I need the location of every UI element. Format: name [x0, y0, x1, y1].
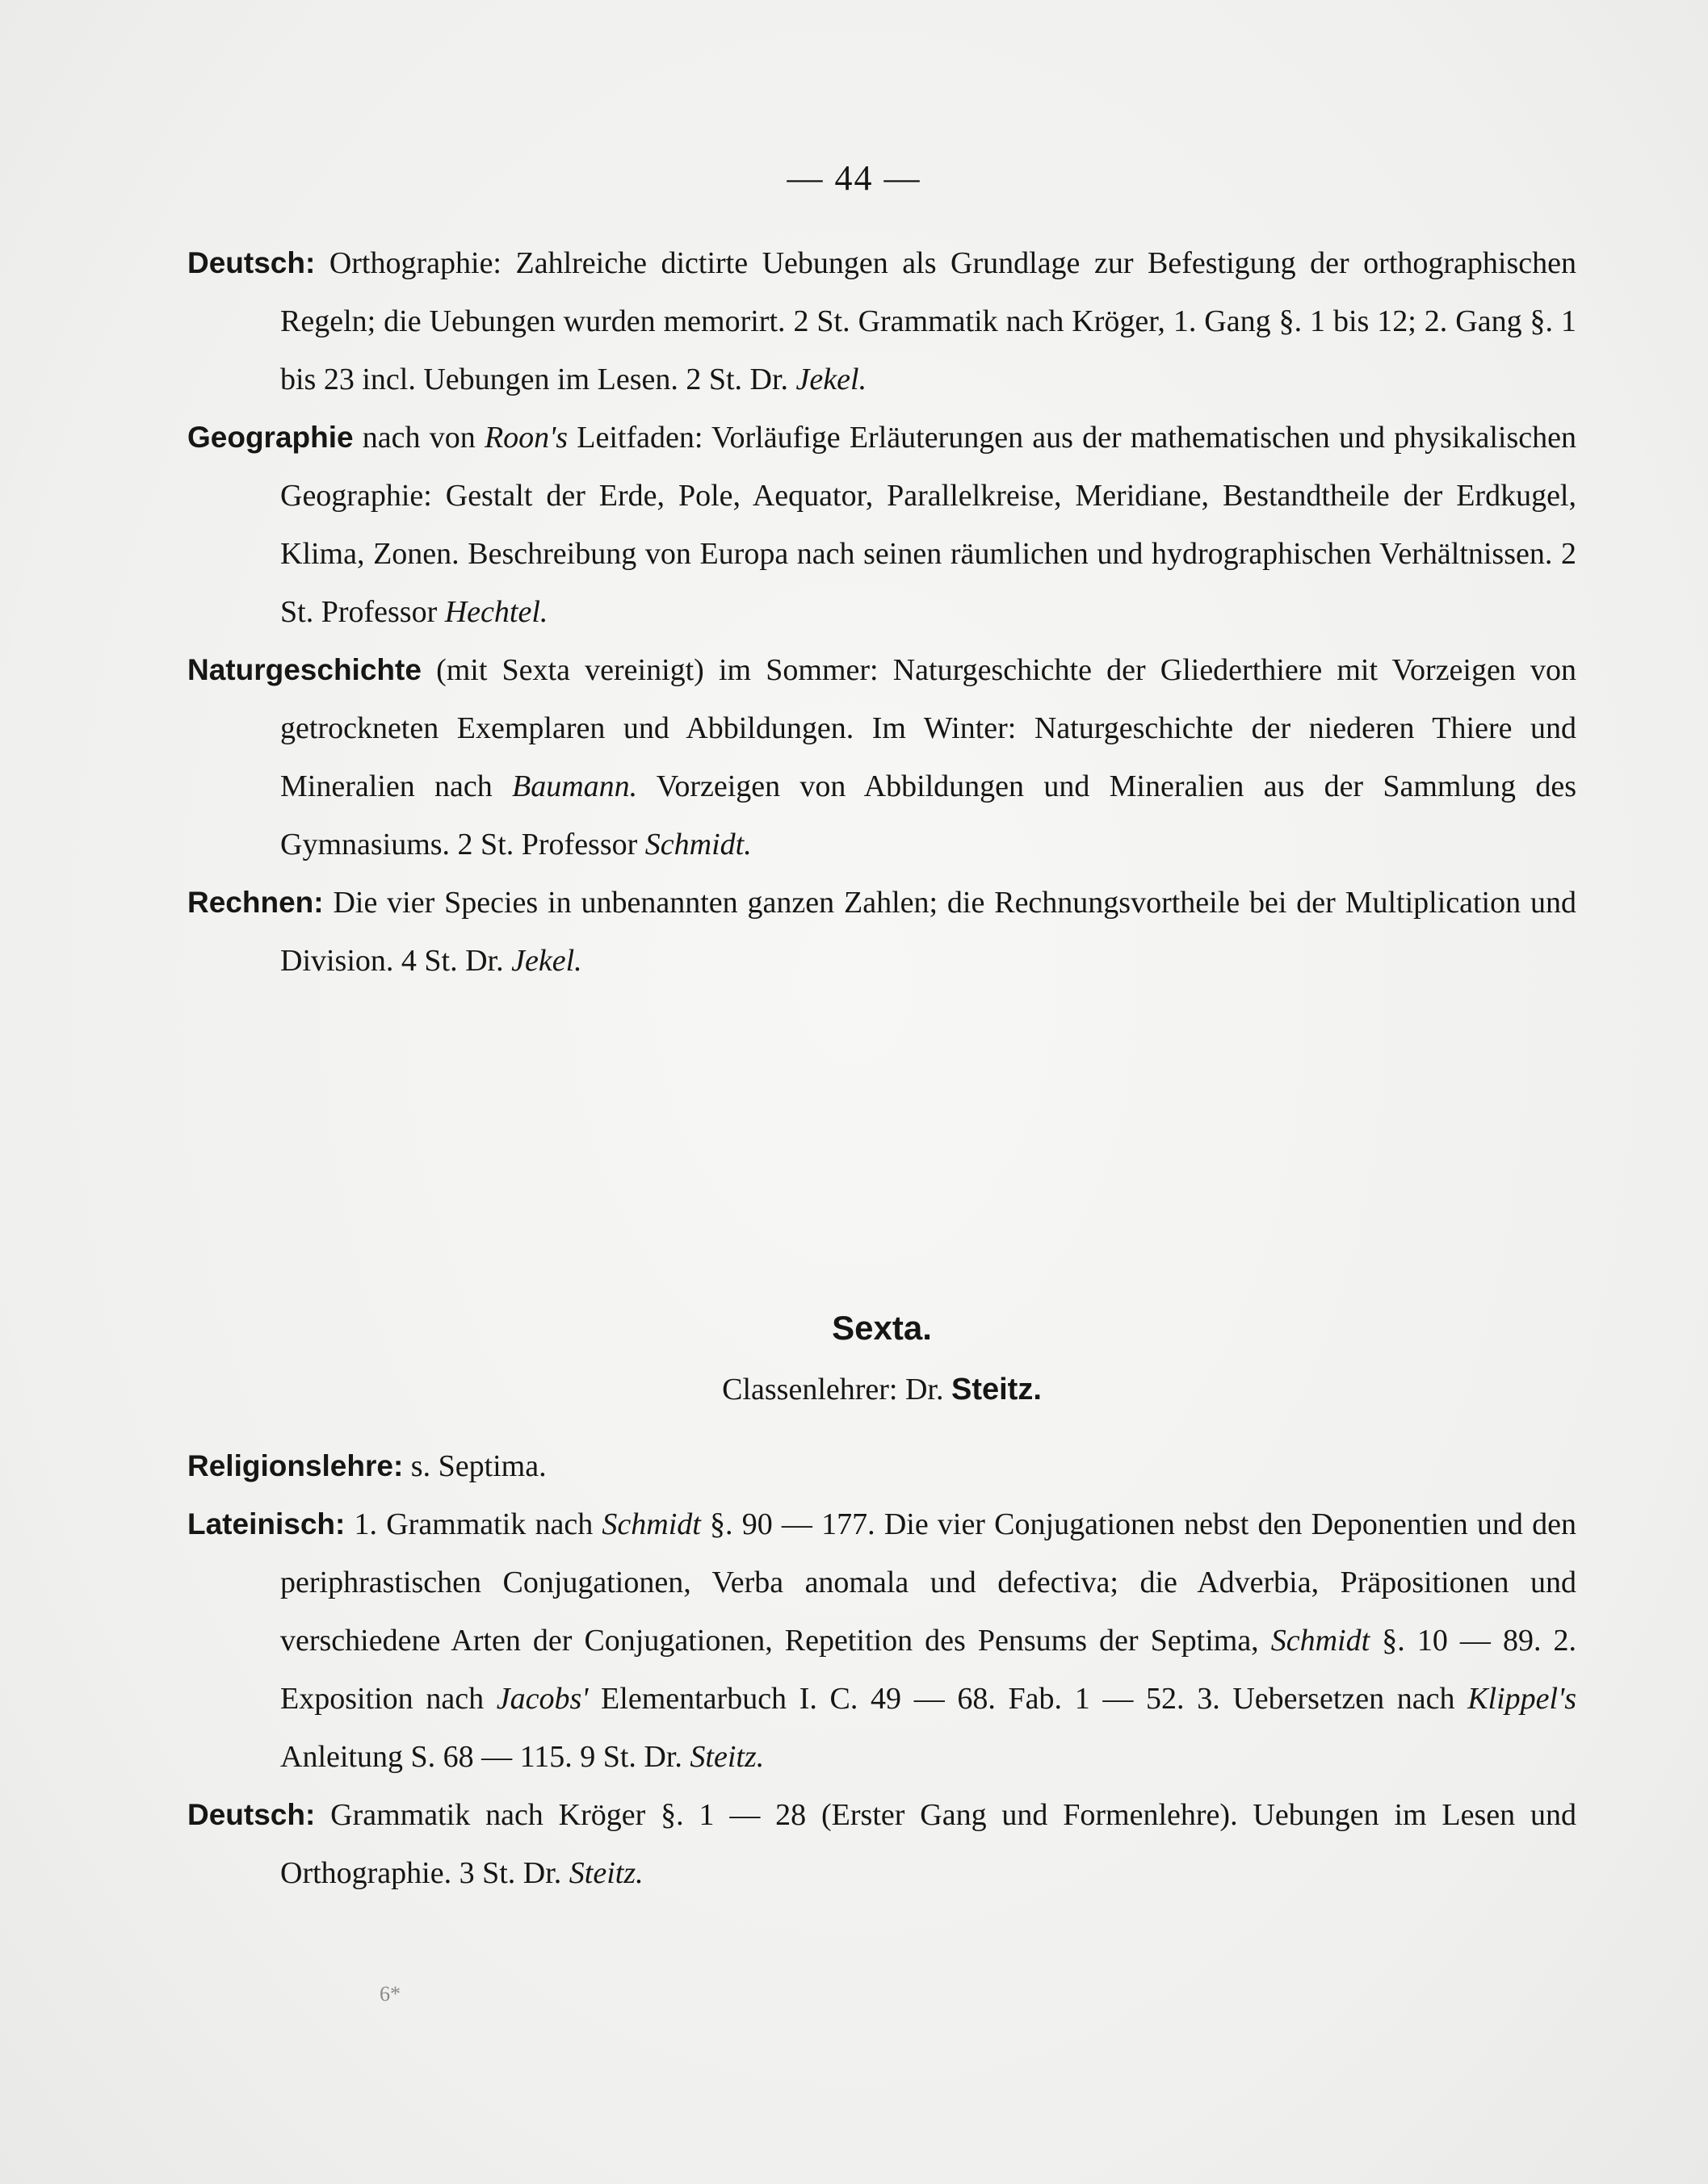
- curriculum-bottom: [187, 1437, 1576, 1902]
- entry-heading: Lateinisch:: [187, 1507, 346, 1541]
- section-title: Sexta.: [832, 1309, 932, 1347]
- entry-lateinisch: Lateinisch: 1. Grammatik nach Schmidt §. 90 — 177. Die vier Conjugationen nebst den Deponentien und den periphrastischen Conjugationen, Verba anomala und defectiva; die Adverbia, Präpositionen und verschiedene Arten der Conjugationen, Repetition des Pensums der Septima, Schmidt §. 10 — 89. 2. Exposition nach Jacobs' Elementarbuch I. C. 49 — 68. Fab. 1 — 52. 3. Uebersetzen nach Klippel's Anleitung S. 68 — 115. 9 St. Dr. Steitz.: [187, 1507, 1576, 1774]
- entry-rechnen: Rechnen: Die vier Species in unbenannten ganzen Zahlen; die Rechnungsvortheile bei der Multiplication und Division. 4 St. Dr. Jekel.: [187, 886, 1576, 978]
- class-teacher: Classenlehrer: Dr. Steitz.: [722, 1373, 1042, 1406]
- entry-heading: Geographie: [187, 421, 354, 454]
- teacher-name: Steitz.: [951, 1373, 1042, 1406]
- signature-mark: 6*: [380, 1982, 401, 2006]
- curriculum-top: [187, 234, 1576, 990]
- page-number: — 44 —: [787, 158, 921, 198]
- entry-heading: Religionslehre:: [187, 1449, 404, 1482]
- entry-deutsch-sexta: Deutsch: Grammatik nach Kröger §. 1 — 28 (Erster Gang und Formenlehre). Uebungen im Lesen und Orthographie. 3 St. Dr. Steitz.: [187, 1798, 1576, 1890]
- entry-heading: Deutsch:: [187, 246, 316, 279]
- entry-naturgeschichte: Naturgeschichte (mit Sexta vereinigt) im Sommer: Naturgeschichte der Gliederthiere mit Vorzeigen von getrockneten Exemplaren und Abbildungen. Im Winter: Naturgeschichte der niederen Thiere und Mineralien nach Baumann. Vorzeigen von Abbildungen und Mineralien aus der Sammlung des Gymnasiums. 2 St. Professor Schmidt.: [187, 653, 1576, 861]
- sexta-section: [187, 1296, 1576, 1419]
- entry-heading: Rechnen:: [187, 886, 324, 919]
- entry-heading: Naturgeschichte: [187, 653, 422, 686]
- entry-heading: Deutsch:: [187, 1798, 316, 1831]
- entry-deutsch-septima: Deutsch: Orthographie: Zahlreiche dictirte Uebungen als Grundlage zur Befestigung der orthographischen Regeln; die Uebungen wurden memorirt. 2 St. Grammatik nach Kröger, 1. Gang §. 1 bis 12; 2. Gang §. 1 bis 23 incl. Uebungen im Lesen. 2 St. Dr. Jekel.: [187, 246, 1576, 396]
- entry-religionslehre: Religionslehre: s. Septima.: [187, 1449, 547, 1483]
- entry-geographie: Geographie nach von Roon's Leitfaden: Vorläufige Erläuterungen aus der mathematischen und physikalischen Geographie: Gestalt der Erde, Pole, Aequator, Parallelkreise, Meridiane, Bestandtheile der Erdkugel, Klima, Zonen. Beschreibung von Europa nach seinen räumlichen und hydrographischen Verhältnissen. 2 St. Professor Hechtel.: [187, 421, 1577, 629]
